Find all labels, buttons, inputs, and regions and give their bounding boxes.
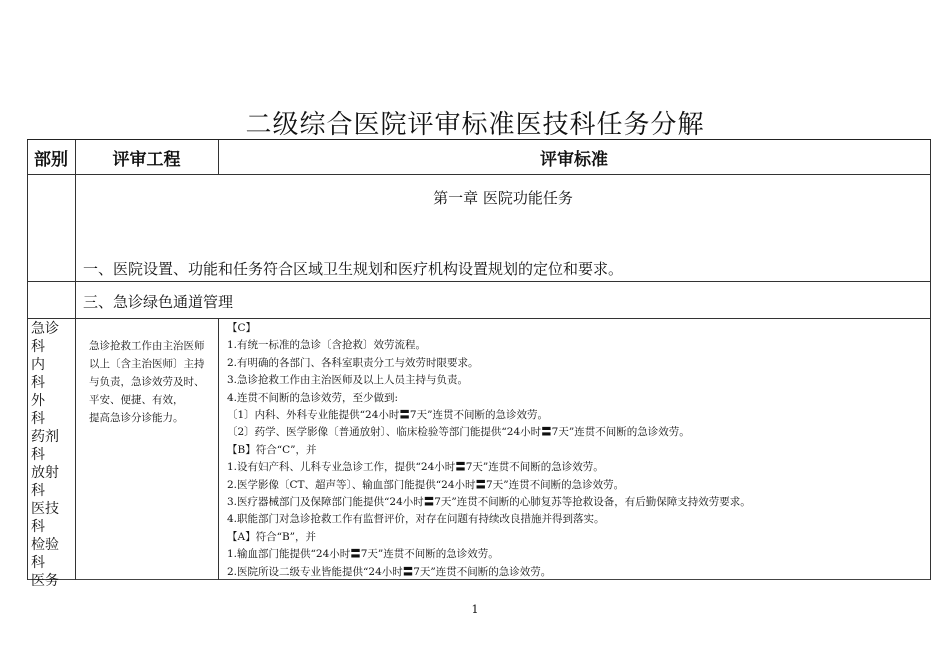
section-heading-3: 三、急诊绿色通道管理 xyxy=(83,293,234,311)
page-number: 1 xyxy=(471,603,479,616)
standard-line: 〔1〕内科、外科专业能提供“24小时〓7天”连贯不间断的急诊效劳。 xyxy=(227,409,548,422)
standard-line: 【A】符合“B”，并 xyxy=(227,530,317,543)
standard-line: 3.医疗器械部门及保障部门能提供“24小时〓7天”连贯不间断的心肺复苏等抢救设备，有后勤保障支持效劳要求。 xyxy=(227,496,751,509)
standard-line: 4.连贯不间断的急诊效劳，至少做到: xyxy=(227,391,399,404)
standard-line: 2.有明确的各部门、各科室职责分工与效劳时限要求。 xyxy=(227,356,479,369)
department-line: 外 xyxy=(31,393,45,409)
chapter-row-bottom-line xyxy=(27,281,931,282)
department-line: 科 xyxy=(31,483,45,499)
review-standard-text xyxy=(227,320,927,581)
header-standard: 评审标准 xyxy=(540,149,608,170)
department-line: 科 xyxy=(31,411,45,427)
department-line: 急诊 xyxy=(31,321,59,337)
standards-table xyxy=(27,139,931,589)
department-line: 内 xyxy=(31,357,45,373)
table-border-left xyxy=(27,140,28,580)
department-line: 科 xyxy=(31,519,45,535)
department-line: 医务 xyxy=(31,573,59,589)
standard-line: 1.设有妇产科、儿科专业急诊工作，提供“24小时〓7天”连贯不间断的急诊效劳。 xyxy=(227,461,604,474)
header-dept: 部别 xyxy=(34,149,68,170)
department-line: 药剂 xyxy=(31,429,59,445)
department-line: 检验 xyxy=(31,537,59,553)
review-item-line: 以上〔含主治医师〕主持 xyxy=(89,358,205,370)
department-line: 科 xyxy=(31,375,45,391)
chapter-heading: 第一章 医院功能任务 xyxy=(433,189,573,207)
standard-line: 1.有统一标准的急诊〔含抢救〕效劳流程。 xyxy=(227,339,427,352)
department-list xyxy=(31,320,75,590)
department-line: 科 xyxy=(31,555,45,571)
document-title: 二级综合医院评审标准医技科任务分解 xyxy=(245,110,705,140)
review-item-line: 急诊抢救工作由主治医师 xyxy=(89,340,205,352)
department-line: 科 xyxy=(31,447,45,463)
standard-line: 4.职能部门对急诊抢救工作有监督评价，对存在问题有持续改良措施并得到落实。 xyxy=(227,513,605,526)
department-line: 医技 xyxy=(31,501,59,517)
review-item-line: 平安、便捷、有效， xyxy=(89,394,184,406)
standard-line: 〔2〕药学、医学影像〔普通放射〕、临床检验等部门能提供“24小时〓7天”连贯不间断的急诊效劳。 xyxy=(227,426,690,439)
review-item-line: 与负责，急诊效劳及时、 xyxy=(89,376,205,388)
standard-line: 【B】符合“C”，并 xyxy=(227,443,317,456)
review-item-line: 提高急诊分诊能力。 xyxy=(89,412,184,424)
department-line: 科 xyxy=(31,339,45,355)
standard-line: 2.医学影像〔CT、超声等〕、输血部门能提供“24小时〓7天”连贯不间断的急诊效劳。 xyxy=(227,478,625,491)
section-row-bottom-line xyxy=(27,318,931,319)
header-bottom-line xyxy=(27,174,931,175)
header-item: 评审工程 xyxy=(112,149,181,170)
standard-line: 2.医院所设二级专业皆能提供“24小时〓7天”连贯不间断的急诊效劳。 xyxy=(227,565,552,578)
standard-line: 【C】 xyxy=(227,322,257,334)
standard-line: 1.输血部门能提供“24小时〓7天”连贯不间断的急诊效劳。 xyxy=(227,548,499,561)
section-heading-1: 一、医院设置、功能和任务符合区域卫生规划和医疗机构设置规划的定位和要求。 xyxy=(83,260,624,278)
review-item-text xyxy=(89,337,219,427)
department-line: 放射 xyxy=(31,465,59,481)
standard-line: 3.急诊抢救工作由主治医师及以上人员主持与负责。 xyxy=(227,374,469,387)
